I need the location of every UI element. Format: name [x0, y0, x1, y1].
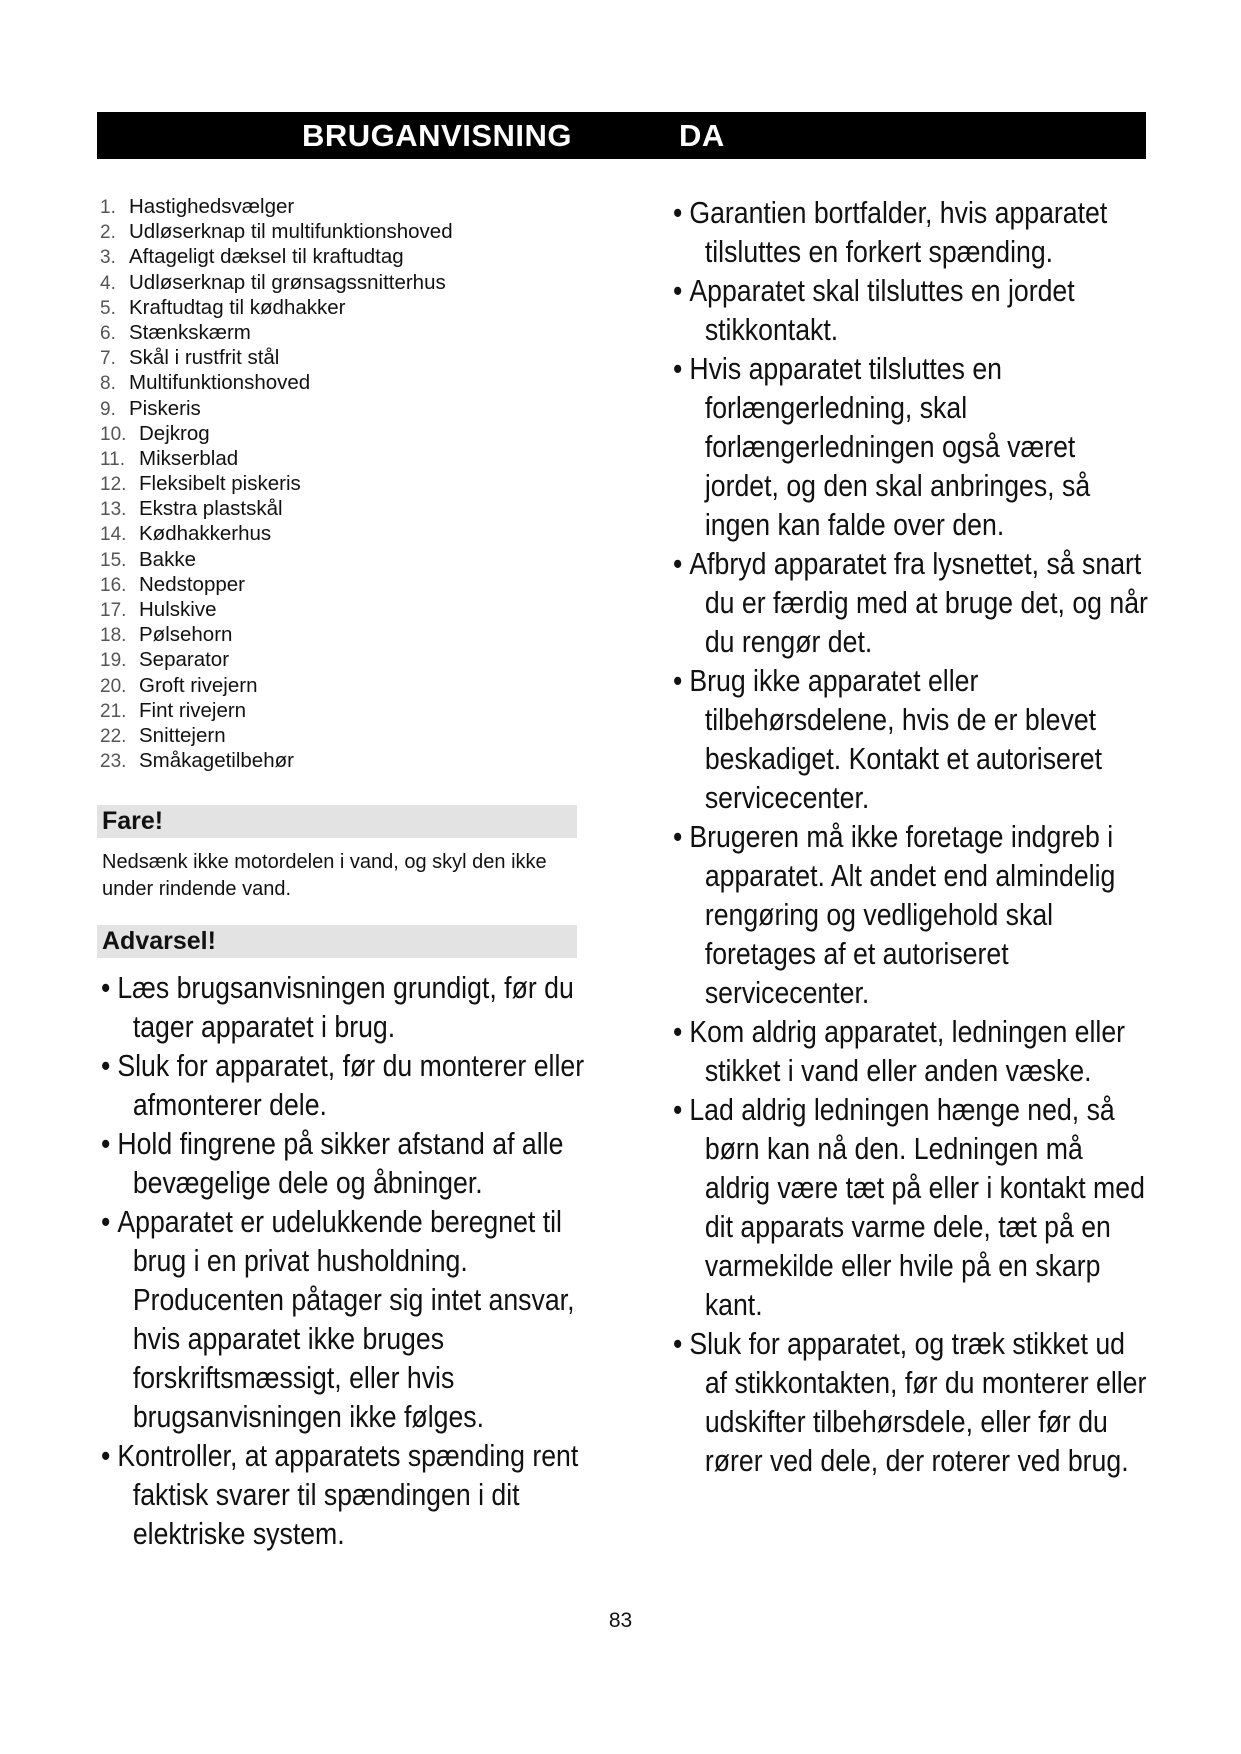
parts-list-item	[100, 496, 453, 521]
part-label: Kraftudtag til kødhakker	[129, 295, 346, 319]
parts-list-item	[100, 698, 453, 723]
part-number: 3.	[100, 247, 116, 269]
warning-text: Sluk for apparatet, og træk stikket ud af stikkontakten, før du monterer eller udskifter tilbehørsdele, eller før du rører ved dele, der roterer ved brug.	[689, 1326, 1147, 1478]
parts-list-item	[100, 748, 453, 773]
parts-list-item	[100, 295, 453, 320]
warning-text: Apparatet er udelukkende beregnet til brug i en privat husholdning. Producenten påtager sig intet ansvar, hvis apparatet ikke bruges forskriftsmæssigt, eller hvis brugsanvisningen ikke følges.	[117, 1204, 575, 1434]
parts-list-item	[100, 244, 453, 269]
parts-list-item	[100, 370, 453, 395]
parts-list-item	[100, 723, 453, 748]
warning-item	[673, 544, 1150, 661]
part-number: 9.	[100, 398, 116, 420]
part-number: 8.	[100, 373, 116, 395]
part-number: 2.	[100, 222, 116, 244]
danger-text: Nedsænk ikke motordelen i vand, og skyl den ikke under rindende vand.	[102, 851, 547, 900]
warning-item	[101, 1046, 587, 1124]
parts-list-item	[100, 194, 453, 219]
part-label: Udløserknap til multifunktionshoved	[129, 220, 453, 244]
part-number: 15.	[100, 549, 127, 571]
bullet-icon: •	[673, 546, 683, 581]
warning-text: Garantien bortfalder, hvis apparatet tilsluttes en forkert spænding.	[689, 195, 1108, 269]
bullet-icon: •	[101, 1048, 111, 1083]
part-label: Fint rivejern	[139, 698, 247, 722]
header-title: BRUGANVISNING	[302, 118, 573, 153]
part-label: Ekstra plastskål	[139, 497, 283, 521]
warning-heading: Advarsel!	[97, 925, 577, 958]
warning-item	[673, 1090, 1150, 1324]
part-label: Hulskive	[139, 598, 217, 621]
warning-text: Afbryd apparatet fra lysnettet, så snart du er færdig med at bruge det, og når du rengør det.	[689, 546, 1148, 659]
part-number: 1.	[100, 197, 116, 218]
bullet-icon: •	[673, 819, 683, 854]
part-label: Mikserblad	[139, 446, 239, 470]
danger-heading: Fare!	[97, 805, 577, 838]
warning-item	[673, 1324, 1150, 1480]
bullet-icon: •	[673, 195, 683, 230]
bullet-icon: •	[673, 1014, 683, 1049]
bullet-icon: •	[101, 1438, 111, 1473]
parts-list-item	[100, 471, 453, 496]
parts-list-item	[100, 219, 453, 244]
part-label: Fleksibelt piskeris	[139, 472, 301, 496]
warning-list-right	[673, 193, 1150, 1480]
parts-list-item	[100, 320, 453, 345]
part-label: Nedstopper	[139, 572, 245, 596]
part-label: Separator	[139, 648, 230, 672]
page-number: 83	[608, 1609, 633, 1632]
parts-list-item	[100, 572, 453, 597]
bullet-icon: •	[673, 1092, 683, 1127]
part-number: 12.	[100, 474, 127, 496]
part-number: 21.	[100, 700, 127, 722]
warning-item	[101, 1124, 587, 1202]
bullet-icon: •	[101, 1126, 111, 1161]
part-number: 20.	[100, 675, 127, 697]
part-label: Pølsehorn	[139, 623, 233, 647]
part-label: Groft rivejern	[139, 673, 258, 697]
part-label: Udløserknap til grønsagssnitterhus	[129, 270, 446, 294]
page-header	[97, 112, 1146, 159]
bullet-icon: •	[673, 273, 683, 308]
warning-item	[673, 817, 1150, 1012]
warning-list-left	[101, 968, 587, 1553]
warning-text: Lad aldrig ledningen hænge ned, så børn kan nå den. Ledningen må aldrig være tæt på eller i kontakt med dit apparats varme dele, tæt på en varmekilde eller hvile på en skarp kant.	[689, 1092, 1145, 1322]
parts-list-item	[100, 673, 453, 698]
part-label: Bakke	[139, 547, 196, 571]
part-number: 7.	[100, 348, 116, 370]
warning-text: Kom aldrig apparatet, ledningen eller stikket i vand eller anden væske.	[689, 1014, 1126, 1088]
part-label: Skål i rustfrit stål	[129, 346, 280, 370]
part-label: Multifunktionshoved	[129, 371, 311, 395]
part-number: 13.	[100, 499, 127, 521]
part-number: 11.	[100, 448, 126, 470]
warning-item	[673, 661, 1150, 817]
warning-item	[101, 1202, 587, 1436]
warning-text: Hvis apparatet tilsluttes en forlængerledning, skal forlængerledningen også været jordet, og den skal anbringes, så ingen kan falde over den.	[689, 351, 1091, 542]
part-number: 10.	[100, 423, 127, 445]
part-number: 5.	[100, 297, 116, 319]
part-label: Hastighedsvælger	[129, 195, 295, 218]
part-label: Aftageligt dæksel til kraftudtag	[129, 245, 404, 269]
parts-list-item	[100, 421, 453, 446]
warning-item	[673, 193, 1150, 271]
part-number: 22.	[100, 725, 127, 747]
warning-text: Brug ikke apparatet eller tilbehørsdelene, hvis de er blevet beskadiget. Kontakt et autoriseret servicecenter.	[689, 663, 1103, 815]
part-number: 6.	[100, 322, 116, 344]
parts-list-item	[100, 647, 453, 672]
parts-list-item	[100, 396, 453, 421]
part-number: 17.	[100, 600, 127, 621]
warning-text: Hold fingrene på sikker afstand af alle bevægelige dele og åbninger.	[117, 1126, 564, 1200]
part-number: 18.	[100, 625, 127, 647]
parts-list-item	[100, 446, 453, 471]
warning-text: Apparatet skal tilsluttes en jordet stikkontakt.	[689, 273, 1075, 347]
part-label: Stænkskærm	[129, 320, 251, 344]
bullet-icon: •	[101, 970, 111, 1005]
parts-list-item	[100, 547, 453, 572]
warning-item	[673, 271, 1150, 349]
bullet-icon: •	[673, 351, 683, 386]
part-label: Kødhakkerhus	[139, 522, 272, 546]
parts-list-item	[100, 270, 453, 295]
warning-item	[101, 968, 587, 1046]
header-language: DA	[679, 118, 725, 153]
part-label: Småkagetilbehør	[139, 749, 294, 773]
warning-item	[673, 1012, 1150, 1090]
parts-list-item	[100, 597, 453, 622]
part-label: Dejkrog	[139, 421, 210, 445]
part-number: 19.	[100, 650, 127, 672]
bullet-icon: •	[673, 1326, 683, 1361]
part-number: 16.	[100, 574, 127, 596]
part-number: 4.	[100, 272, 116, 294]
part-number: 14.	[100, 524, 127, 546]
warning-text: Sluk for apparatet, før du monterer eller afmonterer dele.	[117, 1048, 585, 1122]
part-label: Snittejern	[139, 723, 226, 747]
warning-text: Brugeren må ikke foretage indgreb i apparatet. Alt andet end almindelig rengøring og vedligehold skal foretages af et autoriseret servicecenter.	[689, 819, 1116, 1010]
part-number: 23.	[100, 751, 127, 773]
warning-item	[673, 349, 1150, 544]
parts-list-item	[100, 622, 453, 647]
bullet-icon: •	[101, 1204, 111, 1239]
warning-item	[101, 1436, 587, 1553]
warning-text: Kontroller, at apparatets spænding rent faktisk svarer til spændingen i dit elektriske system.	[117, 1438, 579, 1551]
part-label: Piskeris	[129, 396, 201, 420]
parts-list-item	[100, 521, 453, 546]
parts-list-item	[100, 345, 453, 370]
bullet-icon: •	[673, 663, 683, 698]
warning-text: Læs brugsanvisningen grundigt, før du tager apparatet i brug.	[117, 970, 574, 1044]
parts-list	[100, 194, 453, 773]
